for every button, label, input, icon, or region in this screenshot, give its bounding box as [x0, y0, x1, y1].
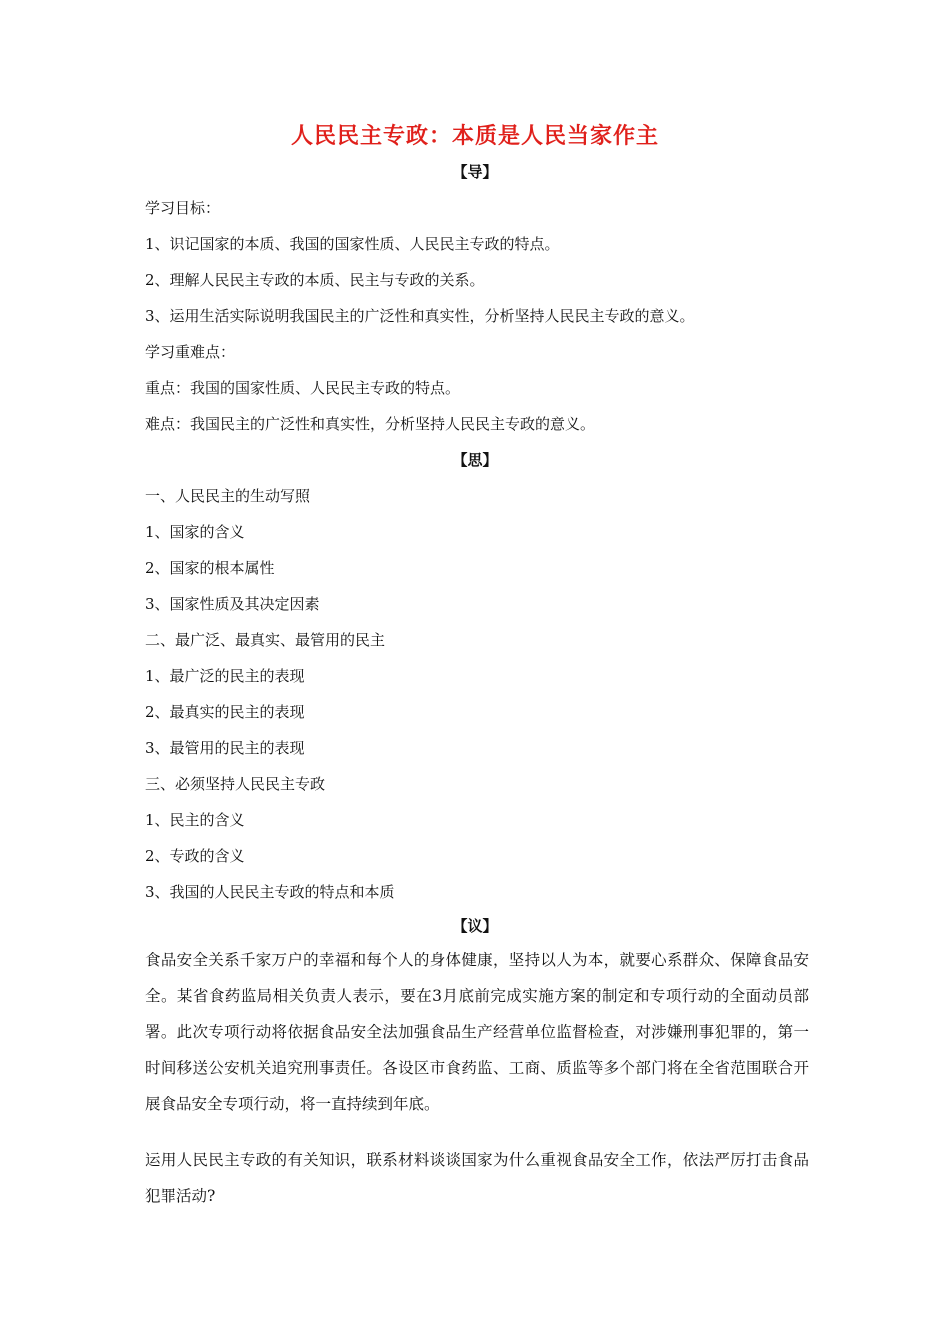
section-heading-si: 【思】 — [452, 451, 498, 469]
goal-item-3: 3、运用生活实际说明我国民主的广泛性和真实性，分析坚持人民民主专政的意义。 — [145, 307, 695, 325]
goal-item-2: 2、理解人民民主专政的本质、民主与专政的关系。 — [145, 271, 485, 289]
section-heading-yi: 【议】 — [452, 917, 498, 935]
discussion-material: 食品安全关系千家万户的幸福和每个人的身体健康，坚持以人为本，就要心系群众、保障食品安全。某省食药监局相关负责人表示，要在3月底前完成实施方案的制定和专项行动的全面动员部署。此次专项行动将依据食品安全法加强食品生产经营单位监督检查，对涉嫌刑事犯罪的，第一时间移送公安机关追究刑事责任。各设区市食药监、工商、质监等多个部门将在全省范围联合开展食品安全专项行动，将一直持续到年底。 — [145, 951, 809, 1113]
outline-item: 1、国家的含义 — [145, 523, 245, 541]
outline-heading-2: 二、最广泛、最真实、最管用的民主 — [145, 631, 386, 649]
study-goals-label: 学习目标： — [145, 199, 221, 217]
outline-heading-1: 一、人民民主的生动写照 — [145, 487, 311, 505]
goal-item-1: 1、识记国家的本质、我国的国家性质、人民民主专政的特点。 — [145, 235, 560, 253]
outline-item: 3、我国的人民民主专政的特点和本质 — [145, 883, 395, 901]
outline-item: 3、国家性质及其决定因素 — [145, 595, 320, 613]
key-point: 重点：我国的国家性质、人民民主专政的特点。 — [145, 379, 461, 397]
outline-item: 2、最真实的民主的表现 — [145, 703, 305, 721]
difficult-point: 难点：我国民主的广泛性和真实性，分析坚持人民民主专政的意义。 — [145, 415, 596, 433]
outline-item: 3、最管用的民主的表现 — [145, 739, 305, 757]
outline-item: 1、最广泛的民主的表现 — [145, 667, 305, 685]
discussion-question: 运用人民民主专政的有关知识，联系材料谈谈国家为什么重视食品安全工作，依法严厉打击食品犯罪活动? — [145, 1151, 809, 1205]
page-title: 人民民主专政：本质是人民当家作主 — [290, 124, 659, 149]
outline-item: 2、国家的根本属性 — [145, 559, 275, 577]
key-difficult-label: 学习重难点： — [145, 343, 236, 361]
outline-heading-3: 三、必须坚持人民民主专政 — [145, 775, 326, 793]
section-heading-dao: 【导】 — [452, 163, 498, 181]
outline-item: 2、专政的含义 — [145, 847, 245, 865]
outline-item: 1、民主的含义 — [145, 811, 245, 829]
